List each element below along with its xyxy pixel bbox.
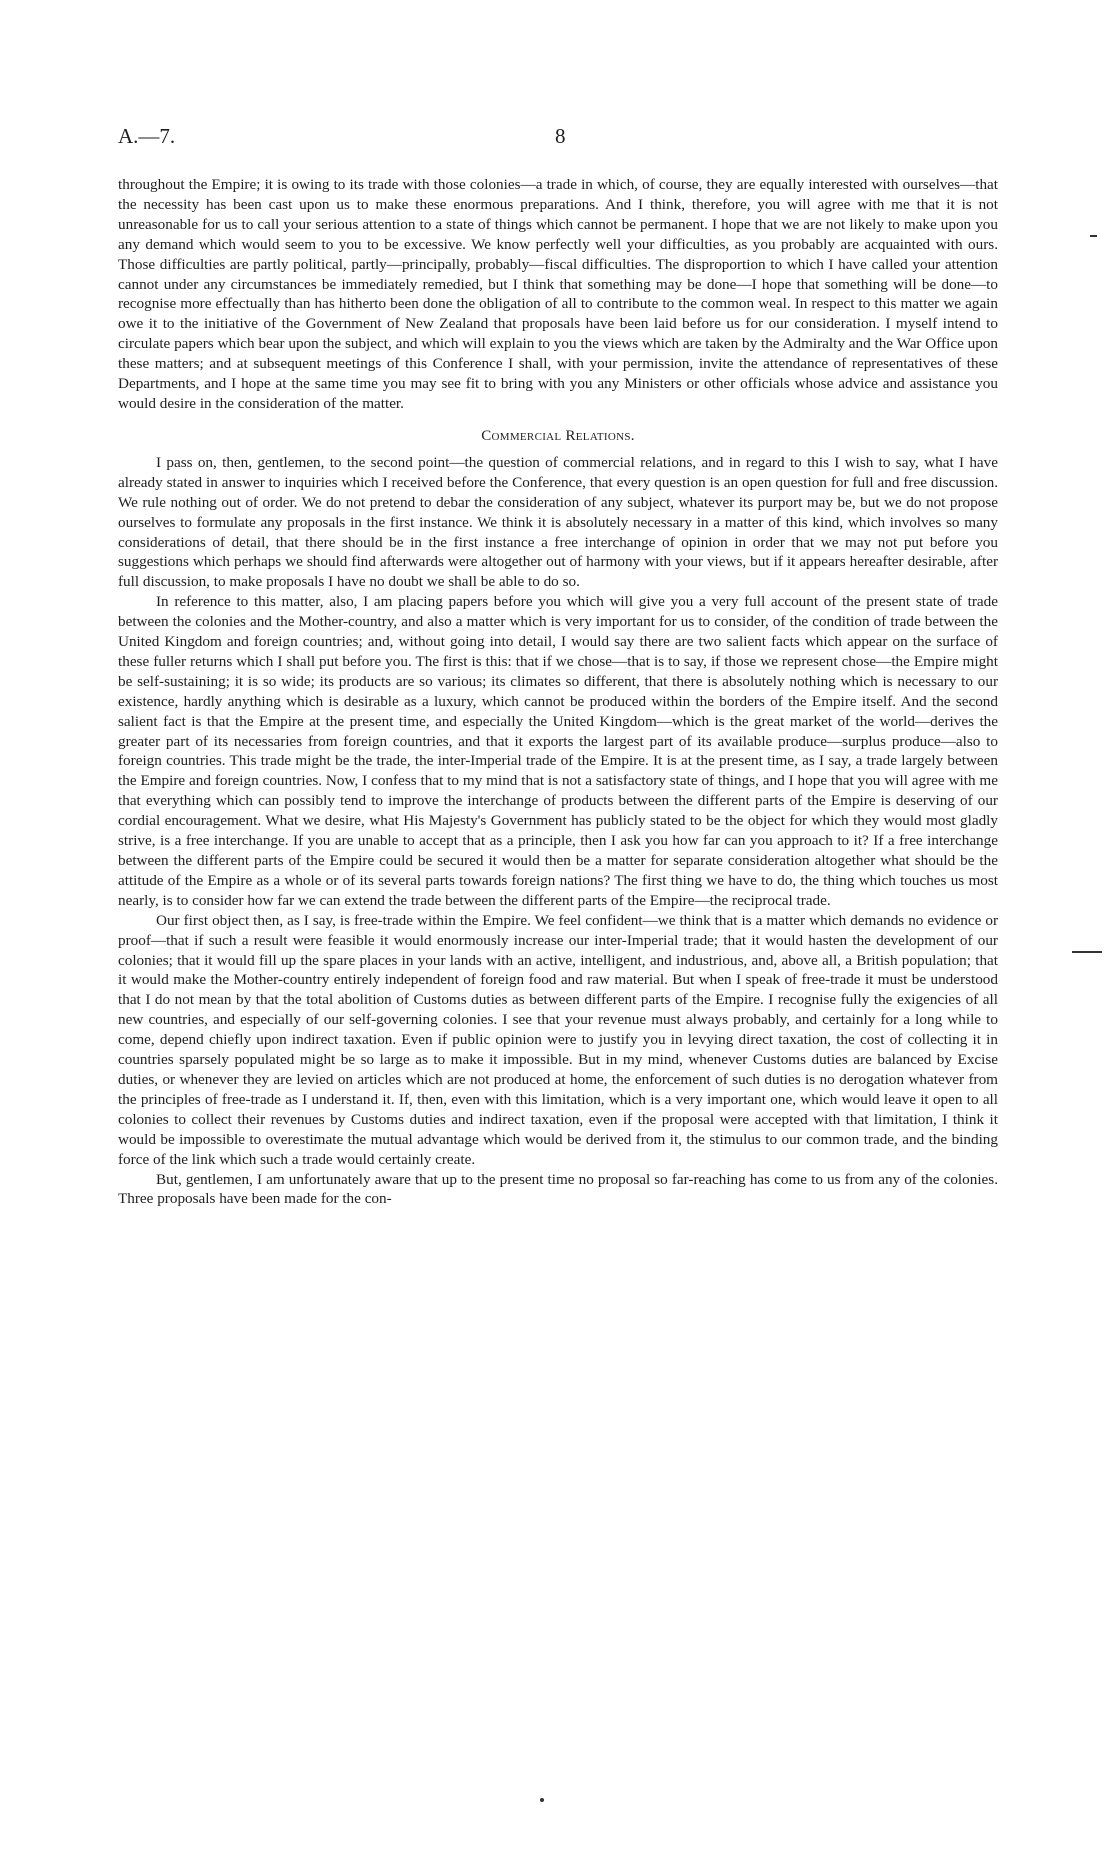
margin-mark xyxy=(1072,951,1102,953)
page-number: 8 xyxy=(555,124,566,148)
page-header xyxy=(118,124,998,154)
paragraph-2: I pass on, then, gentlemen, to the second point—the question of commercial relations, and in regard to this I wish to say, what I have already stated in answer to inquiries which I received before the Conference, that every question is an open question for full and free discussion. We rule nothing out of order. We do not pretend to debar the consideration of any subject, whatever its purport may be, but we do not propose ourselves to formulate any proposals in the first instance. We think it is absolutely necessary in a matter of this kind, which involves so many considerations of detail, that there should be in the first instance a free interchange of opinion in order that we may not put before you suggestions which perhaps we should find afterwards were altogether out of harmony with your views, but if it appears hereafter desirable, after full discussion, to make proposals I have no doubt we shall be able to do so. xyxy=(118,453,998,591)
ink-speck xyxy=(540,1798,544,1802)
paragraph-4: Our first object then, as I say, is free-trade within the Empire. We feel confident—we think that is a matter which demands no evidence or proof—that if such a result were feasible it would enormously increase our inter-Imperial trade; that it would hasten the development of our colonies; that it would fill up the spare places in your lands with an active, intelligent, and industrious, and, above all, a British population; that it would make the Mother-country entirely independent of foreign food and raw material. But when I speak of free-trade it must be understood that I do not mean by that the total abolition of Customs duties as between different parts of the Empire. I recognise fully the exigencies of all new countries, and especially of our self-governing colonies. I see that your revenue must always probably, and certainly for a long while to come, depend chiefly upon indirect taxation. Even if public opinion were to justify you in levying direct taxation, the cost of collecting it in countries sparsely populated might be so large as to make it impossible. But in my mind, whenever Customs duties are balanced by Excise duties, or whenever they are levied on articles which are not produced at home, the enforcement of such duties is no derogation whatever from the principles of free-trade as I understand it. If, then, even with this limitation, which is a very important one, which would leave it open to all colonies to collect their revenues by Customs duties and indirect taxation, even if the proposal were accepted with that limitation, I think it would be impossible to overestimate the mutual advantage which would be derived from it, the stimulus to our common trade, and the binding force of the link which such a trade would certainly create. xyxy=(118,911,998,1168)
paragraph-3: In reference to this matter, also, I am placing papers before you which will give you a very full account of the present state of trade between the colonies and the Mother-country, and also a matter which is very important for us to consider, of the condition of trade between the United Kingdom and foreign countries; and, without going into detail, I would say there are two salient facts which appear on the surface of these fuller returns which I shall put before you. The first is this: that if we chose—that is to say, if those we represent chose—the Empire might be self-sustaining; it is so wide; its products are so various; its climates so different, that there is absolutely nothing which is necessary to our existence, hardly anything which is desirable as a luxury, which cannot be produced within the borders of the Empire itself. And the second salient fact is that the Empire at the present time, and especially the United Kingdom—which is the great market of the world—derives the greater part of its necessaries from foreign countries, and that it exports the largest part of its available produce—surplus produce—also to foreign countries. This trade might be the trade, the inter-Imperial trade of the Empire. It is at the present time, as I say, a trade largely between the Empire and foreign countries. Now, I confess that to my mind that is not a satisfactory state of things, and I hope that you will agree with me that everything which can possibly tend to improve the interchange of products between the different parts of the Empire is deserving of our cordial encouragement. What we desire, what His Majesty's Government has publicly stated to be the object for which they would most gladly strive, is a free interchange. If you are unable to accept that as a principle, then I ask you how far can you approach to it? If a free interchange between the different parts of the Empire could be secured it would then be a matter for separate consideration altogether what should be the attitude of the Empire as a whole or of its several parts towards foreign nations? The first thing we have to do, the thing which touches us most nearly, is to consider how far we can extend the trade between the different parts of the Empire—the reciprocal trade. xyxy=(118,593,998,909)
paragraph-5: But, gentlemen, I am unfortunately aware that up to the present time no proposal so far-reaching has come to us from any of the colonies. Three proposals have been made for the con- xyxy=(118,1170,998,1208)
margin-mark xyxy=(1090,235,1097,237)
section-heading-commercial-relations: Commercial Relations. xyxy=(481,427,635,444)
paragraph-1: throughout the Empire; it is owing to its trade with those colonies—a trade in which, of course, they are equally interested with ourselves—that the necessity has been cast upon us to make these enormous preparations. And I think, therefore, you will agree with me that it is not unreasonable for us to call your serious attention to a state of things which cannot be permanent. I hope that we are not likely to make upon you any demand which would seem to you to be excessive. We know perfectly well your difficulties, as you probably are acquainted with ours. Those difficulties are partly political, partly—principally, probably—fiscal difficulties. The disproportion to which I have called your attention cannot under any circumstances be immediately remedied, but I think that something may be done—I hope that something will be done—to recognise more effectually than has hitherto been done the obligation of all to contribute to the common weal. In respect to this matter we again owe it to the initiative of the Government of New Zealand that proposals have been laid before us for our consideration. I myself intend to circulate papers which bear upon the subject, and which will explain to you the views which are taken by the Admiralty and the War Office upon these matters; and at subsequent meetings of this Conference I shall, with your permission, invite the attendance of representatives of these Departments, and I hope at the same time you may see fit to bring with you any Ministers or other officials whose advice and assistance you would desire in the consideration of the matter. xyxy=(118,176,998,412)
body-text xyxy=(118,175,998,1209)
document-reference: A.—7. xyxy=(118,124,176,148)
